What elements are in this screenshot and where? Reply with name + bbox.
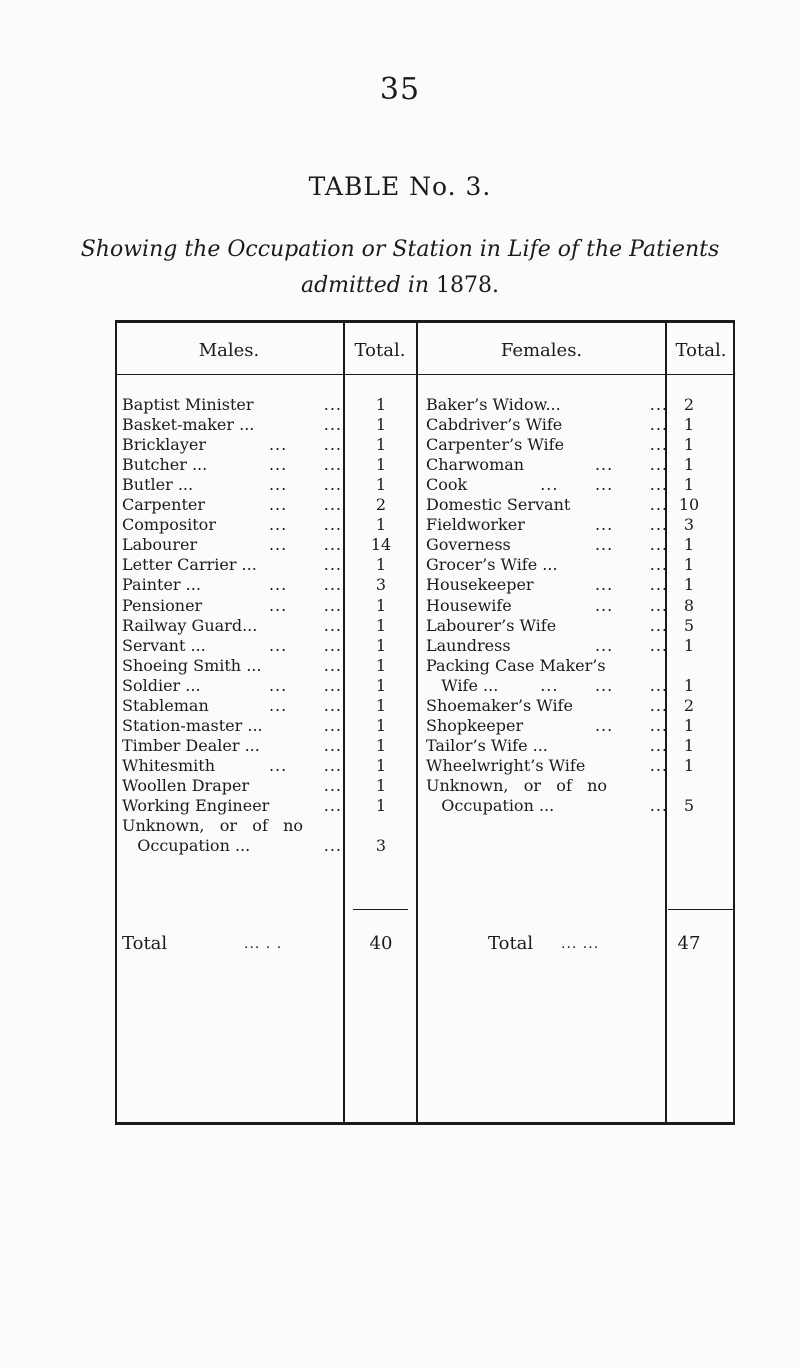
male-count: 1 [375, 475, 387, 495]
female-row [426, 595, 736, 616]
male-count: 3 [375, 575, 387, 595]
female-occupation: Shoemaker’s Wife [426, 695, 573, 715]
female-row [426, 494, 736, 515]
female-row [426, 715, 736, 736]
female-row [426, 695, 736, 716]
females-total-value: 47 [677, 933, 701, 954]
male-occupation: Butler ... [122, 475, 194, 495]
male-occupation: Basket-maker ... [122, 415, 255, 435]
male-row [122, 595, 412, 616]
female-row [426, 675, 736, 696]
table-subtitle [0, 232, 800, 304]
male-occupation: Labourer [122, 535, 198, 555]
male-row [122, 474, 412, 495]
male-row [122, 454, 412, 475]
female-leader-dots: ... [649, 796, 668, 815]
male-leader-dots: ... [323, 555, 342, 575]
male-occupation: Soldier ... [122, 675, 201, 695]
female-leader-dots: ... [649, 695, 668, 715]
male-leader-dots: ... [323, 775, 342, 795]
male-occupation: Painter ... [122, 575, 201, 595]
male-row [122, 735, 412, 756]
females-total-label: Total [488, 933, 534, 954]
female-occupation: Housewife [426, 595, 512, 615]
male-count: 1 [375, 455, 387, 475]
female-occupation: Tailor’s Wife ... [426, 735, 548, 755]
female-leader-dots: ... ... [594, 635, 668, 655]
female-row [426, 414, 736, 435]
male-leader-dots: ... [323, 796, 342, 815]
male-leader-dots: ... [323, 836, 342, 856]
male-leader-dots: ... ... [268, 475, 342, 495]
male-leader-dots: ... ... [268, 595, 342, 615]
female-row [426, 474, 736, 495]
female-leader-dots: ... ... [594, 595, 668, 615]
male-occupation: Unknown, or of no [122, 816, 304, 836]
female-occupation: Cabdriver’s Wife [426, 415, 563, 435]
female-count: 1 [683, 575, 695, 595]
females-total-dots: ... ... [561, 936, 600, 952]
female-row [426, 755, 736, 776]
female-count: 8 [683, 595, 695, 615]
male-occupation: Servant ... [122, 635, 206, 655]
female-leader-dots: ... [649, 415, 668, 435]
male-row [122, 715, 412, 736]
female-leader-dots: ... ... [594, 715, 668, 735]
female-row [426, 434, 736, 455]
female-count: 1 [683, 455, 695, 475]
male-row [122, 835, 412, 856]
male-leader-dots: ... ... [268, 575, 342, 595]
male-row [122, 655, 412, 676]
male-count: 1 [375, 615, 387, 635]
female-occupation: Domestic Servant [426, 495, 571, 515]
male-row [122, 554, 412, 575]
female-leader-dots: ... ... [594, 575, 668, 595]
female-occupation: Occupation ... [426, 796, 555, 815]
female-leader-dots: ... [649, 555, 668, 575]
male-leader-dots: ... [323, 655, 342, 675]
female-occupation: Wheelwright’s Wife [426, 755, 586, 775]
male-occupation: Railway Guard... [122, 615, 258, 635]
female-leader-dots: ... [649, 435, 668, 455]
male-occupation: Woollen Draper [122, 775, 250, 795]
female-occupation: Charwoman [426, 455, 525, 475]
male-occupation: Timber Dealer ... [122, 735, 260, 755]
male-row [122, 514, 412, 535]
female-row [426, 534, 736, 555]
female-leader-dots: ... ... ... [540, 675, 668, 695]
male-leader-dots: ... ... [268, 515, 342, 535]
header-females-total: Total. [675, 340, 727, 361]
female-occupation: Fieldworker [426, 515, 525, 535]
divider-females [416, 320, 418, 1125]
female-row [426, 615, 736, 636]
female-count: 1 [683, 415, 695, 435]
female-occupation: Wife ... [426, 675, 499, 695]
male-count: 14 [370, 535, 392, 555]
male-occupation: Compositor [122, 515, 216, 535]
male-count: 1 [375, 395, 387, 414]
male-leader-dots: ... [323, 715, 342, 735]
page-number: 35 [379, 72, 421, 107]
female-leader-dots: ... [649, 755, 668, 775]
male-row [122, 534, 412, 555]
males-total-label: Total [122, 933, 168, 954]
female-row [426, 775, 736, 796]
female-count: 1 [683, 475, 695, 495]
male-count: 1 [375, 515, 387, 535]
female-row [426, 655, 736, 676]
male-occupation: Shoeing Smith ... [122, 655, 262, 675]
subtitle-line-2 [0, 268, 800, 304]
female-occupation: Governess [426, 535, 511, 555]
males-sum-rule [353, 909, 408, 910]
male-row [122, 574, 412, 595]
male-count: 1 [375, 635, 387, 655]
female-occupation: Grocer’s Wife ... [426, 555, 558, 575]
female-leader-dots: ... ... [594, 535, 668, 555]
female-count: 10 [678, 495, 700, 515]
male-count: 1 [375, 755, 387, 775]
male-leader-dots: ... [323, 395, 342, 414]
header-females: Females. [500, 340, 583, 361]
male-count: 1 [375, 735, 387, 755]
male-count: 1 [375, 675, 387, 695]
male-occupation: Whitesmith [122, 755, 215, 775]
male-occupation: Letter Carrier ... [122, 555, 257, 575]
males-total-dots: ... . . [244, 936, 283, 952]
male-row [122, 795, 412, 816]
female-occupation: Baker’s Widow... [426, 395, 561, 414]
female-count: 1 [683, 675, 695, 695]
female-count: 2 [683, 695, 695, 715]
female-occupation: Unknown, or of no [426, 775, 608, 795]
male-row [122, 815, 412, 836]
male-count: 3 [375, 836, 387, 856]
female-count: 2 [683, 395, 695, 414]
female-occupation: Labourer’s Wife [426, 615, 557, 635]
male-count: 1 [375, 595, 387, 615]
female-occupation: Laundress [426, 635, 511, 655]
male-leader-dots: ... [323, 615, 342, 635]
female-count: 5 [683, 796, 695, 815]
female-count: 1 [683, 435, 695, 455]
female-count: 1 [683, 735, 695, 755]
subtitle-admitted: admitted in [300, 273, 430, 298]
subtitle-line-1: Showing the Occupation or Station in Life of the Patients [80, 237, 720, 262]
female-leader-dots: ... [649, 395, 668, 414]
male-row [122, 394, 412, 415]
female-leader-dots: ... ... [594, 455, 668, 475]
female-row [426, 394, 736, 415]
female-occupation: Packing Case Maker’s [426, 655, 606, 675]
female-leader-dots: ... ... ... [540, 475, 668, 495]
male-row [122, 434, 412, 455]
male-row [122, 675, 412, 696]
male-row [122, 414, 412, 435]
male-count: 1 [375, 796, 387, 815]
male-count: 2 [375, 495, 387, 515]
male-row [122, 695, 412, 716]
subtitle-year: 1878. [436, 273, 500, 298]
table-bottom-rule [115, 1122, 735, 1125]
male-row [122, 494, 412, 515]
male-leader-dots: ... ... [268, 435, 342, 455]
female-row [426, 635, 736, 656]
female-count: 1 [683, 755, 695, 775]
male-occupation: Butcher ... [122, 455, 208, 475]
male-leader-dots: ... ... [268, 675, 342, 695]
male-occupation: Occupation ... [122, 836, 251, 856]
male-count: 1 [375, 655, 387, 675]
header-males: Males. [198, 340, 260, 361]
female-count: 5 [683, 615, 695, 635]
female-count: 1 [683, 535, 695, 555]
male-occupation: Stableman [122, 695, 209, 715]
male-occupation: Carpenter [122, 495, 205, 515]
male-count: 1 [375, 555, 387, 575]
females-sum-rule [668, 909, 733, 910]
male-leader-dots: ... ... [268, 635, 342, 655]
female-count: 1 [683, 715, 695, 735]
male-occupation: Pensioner [122, 595, 203, 615]
male-count: 1 [375, 415, 387, 435]
female-leader-dots: ... [649, 495, 668, 515]
left-border [115, 320, 117, 1125]
female-leader-dots: ... [649, 615, 668, 635]
female-occupation: Housekeeper [426, 575, 534, 595]
male-occupation: Working Engineer [122, 796, 270, 815]
males-total-value: 40 [369, 933, 393, 954]
male-leader-dots: ... ... [268, 755, 342, 775]
female-count: 3 [683, 515, 695, 535]
male-leader-dots: ... [323, 735, 342, 755]
male-row [122, 775, 412, 796]
female-leader-dots: ... ... [594, 515, 668, 535]
female-count: 1 [683, 555, 695, 575]
female-row [426, 514, 736, 535]
header-males-total: Total. [354, 340, 406, 361]
male-leader-dots: ... ... [268, 695, 342, 715]
female-row [426, 554, 736, 575]
males-total-row [122, 932, 347, 956]
male-occupation: Bricklayer [122, 435, 206, 455]
male-count: 1 [375, 435, 387, 455]
female-count: 1 [683, 635, 695, 655]
male-row [122, 755, 412, 776]
table-title: TABLE No. 3. [308, 172, 492, 201]
male-occupation: Baptist Minister [122, 395, 254, 414]
male-count: 1 [375, 775, 387, 795]
male-leader-dots: ... [323, 415, 342, 435]
female-row [426, 454, 736, 475]
male-leader-dots: ... ... [268, 535, 342, 555]
female-occupation: Shopkeeper [426, 715, 524, 735]
female-occupation: Cook [426, 475, 468, 495]
female-leader-dots: ... [649, 735, 668, 755]
male-leader-dots: ... ... [268, 455, 342, 475]
male-occupation: Station-master ... [122, 715, 263, 735]
table-top-rule [115, 320, 735, 323]
male-leader-dots: ... ... [268, 495, 342, 515]
females-total-row [488, 932, 668, 956]
male-count: 1 [375, 715, 387, 735]
male-row [122, 635, 412, 656]
female-row [426, 574, 736, 595]
male-count: 1 [375, 695, 387, 715]
female-occupation: Carpenter’s Wife [426, 435, 565, 455]
female-row [426, 795, 736, 816]
female-row [426, 735, 736, 756]
table-header-rule [115, 374, 735, 375]
male-row [122, 615, 412, 636]
